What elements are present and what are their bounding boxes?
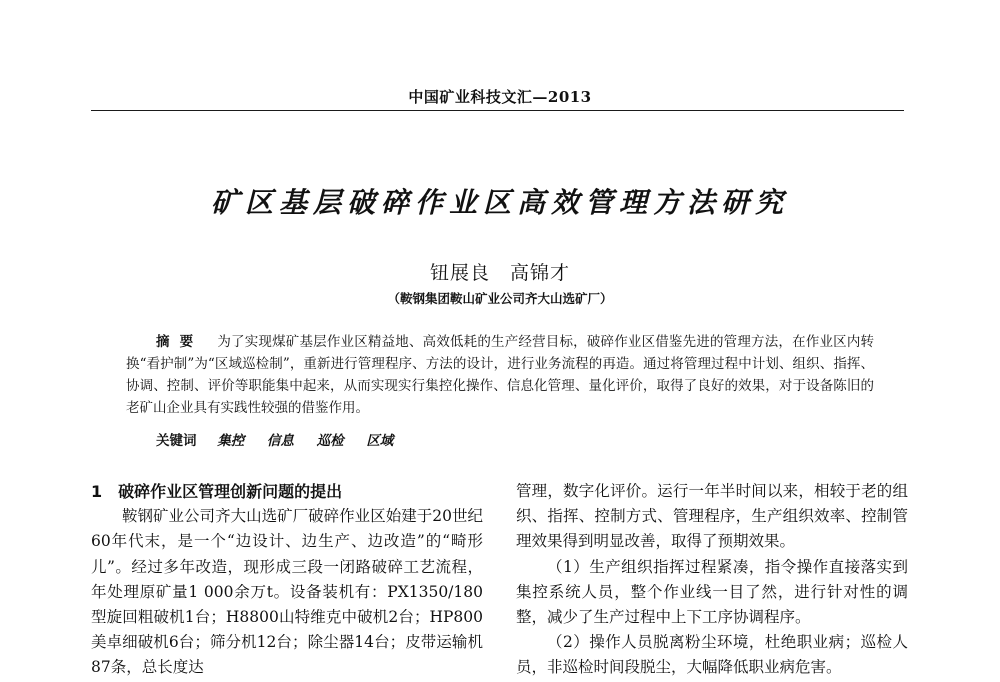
list-item: （1）生产组织指挥过程紧凑，指令操作直接落实到集控系统人员，整个作业线一目了然，进行针对性的调整，减少了生产过程中上下工序协调程序。 [516,557,908,627]
keyword-item: 集控 [217,433,245,449]
right-column [516,479,908,681]
header-rule [91,110,904,111]
keyword-item: 信息 [266,433,294,449]
section-heading [91,479,483,504]
keyword-item: 巡检 [316,433,344,449]
section-title: 破碎作业区管理创新问题的提出 [118,482,343,501]
body-paragraph: 鞍钢矿业公司齐大山选矿厂破碎作业区始建于20世纪60年代末，是一个“边设计、边生产、边改造”的“畸形儿”。经过多年改造，现形成三段一闭路破碎工艺流程，年处理原矿量1 000余万t。设备装机有：PX1350/180型旋回粗破机1台；H8800山特维克中破机2台；HP800美卓细破机6台；筛分机12台；除尘器14台；皮带运输机87条，总长度达 [91,507,483,677]
keywords-label: 关键词 [156,433,197,449]
keywords [156,429,856,449]
article-title: 矿区基层破碎作业区高效管理方法研究 [210,186,789,219]
section-number: 1 [91,482,103,501]
abstract-label: 摘要 [156,334,204,350]
journal-header: 中国矿业科技文汇—2013 [408,88,592,106]
body-paragraph-continued: 管理，数字化评价。运行一年半时间以来，相较于老的组织、指挥、控制方式、管理程序，生产组织效率、控制管理效果得到明显改善，取得了预期效果。 [516,482,908,551]
keyword-item: 区域 [366,433,394,449]
list-item: （2）操作人员脱离粉尘环境，杜绝职业病；巡检人员，非巡检时间段脱尘，大幅降低职业病危害。 [516,633,908,677]
abstract-text: 为了实现煤矿基层作业区精益地、高效低耗的生产经营目标，破碎作业区借鉴先进的管理方法，在作业区内转换“看护制”为“区域巡检制”，重新进行管理程序、方法的设计，进行业务流程的再造。通过将管理过程中计划、组织、指挥、协调、控制、评价等职能集中起来，从而实现实行集控化操作、信息化管理、量化评价，取得了良好的效果，对于设备陈旧的老矿山企业具有实践性较强的借鉴作用。 [126,334,875,416]
left-column [91,479,483,681]
article-affiliation: （鞍钢集团鞍山矿业公司齐大山选矿厂） [387,291,613,306]
article-authors: 钮展良 高锦才 [429,262,570,284]
abstract [126,331,874,419]
